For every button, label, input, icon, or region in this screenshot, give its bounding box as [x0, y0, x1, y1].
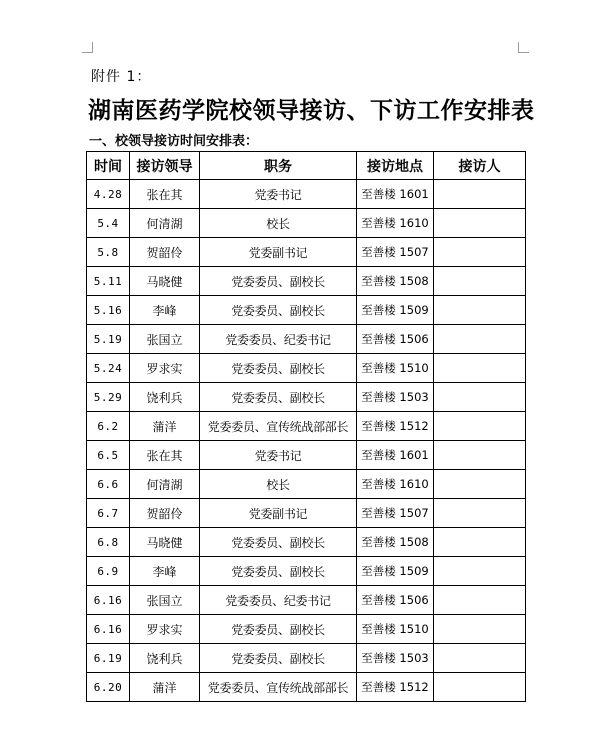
page-corner-mark-right [518, 42, 529, 53]
time-cell: 5.19 [87, 325, 130, 354]
table-row [87, 412, 526, 441]
visitor-cell [434, 557, 526, 586]
table-row [87, 441, 526, 470]
visitor-cell [434, 528, 526, 557]
table-row [87, 296, 526, 325]
visitor-cell [434, 325, 526, 354]
leader-cell: 饶利兵 [130, 383, 200, 412]
table-row [87, 238, 526, 267]
leader-cell: 贺韶伶 [130, 238, 200, 267]
time-cell: 5.16 [87, 296, 130, 325]
table-row [87, 673, 526, 702]
table-body [87, 180, 526, 702]
location-cell: 至善楼 1507 [357, 499, 434, 528]
visitor-cell [434, 354, 526, 383]
table-row [87, 557, 526, 586]
schedule-table [86, 151, 526, 702]
visitor-cell [434, 267, 526, 296]
position-cell: 党委委员、副校长 [200, 615, 357, 644]
location-cell: 至善楼 1506 [357, 325, 434, 354]
visitor-cell [434, 441, 526, 470]
leader-cell: 蒲洋 [130, 673, 200, 702]
table-row [87, 499, 526, 528]
leader-cell: 贺韶伶 [130, 499, 200, 528]
location-cell: 至善楼 1509 [357, 557, 434, 586]
location-cell: 至善楼 1503 [357, 644, 434, 673]
location-cell: 至善楼 1507 [357, 238, 434, 267]
attachment-label: 附件 1： [91, 69, 152, 85]
time-cell: 6.16 [87, 615, 130, 644]
table-header-row [87, 152, 526, 180]
location-cell: 至善楼 1601 [357, 180, 434, 209]
header-leader: 接访领导 [130, 152, 200, 180]
table-row [87, 267, 526, 296]
position-cell: 党委委员、副校长 [200, 354, 357, 383]
time-cell: 5.4 [87, 209, 130, 238]
time-cell: 6.19 [87, 644, 130, 673]
time-cell: 5.29 [87, 383, 130, 412]
visitor-cell [434, 470, 526, 499]
position-cell: 党委委员、副校长 [200, 383, 357, 412]
leader-cell: 李峰 [130, 557, 200, 586]
time-cell: 6.20 [87, 673, 130, 702]
location-cell: 至善楼 1601 [357, 441, 434, 470]
document-title: 湖南医药学院校领导接访、下访工作安排表 [88, 97, 535, 124]
position-cell: 党委委员、纪委书记 [200, 325, 357, 354]
position-cell: 党委委员、副校长 [200, 557, 357, 586]
header-position: 职务 [200, 152, 357, 180]
section-heading: 一、校领导接访时间安排表： [89, 134, 259, 149]
visitor-cell [434, 209, 526, 238]
position-cell: 党委书记 [200, 441, 357, 470]
position-cell: 党委副书记 [200, 499, 357, 528]
visitor-cell [434, 180, 526, 209]
table-row [87, 383, 526, 412]
location-cell: 至善楼 1503 [357, 383, 434, 412]
location-cell: 至善楼 1610 [357, 209, 434, 238]
location-cell: 至善楼 1508 [357, 267, 434, 296]
time-cell: 6.16 [87, 586, 130, 615]
table-row [87, 325, 526, 354]
time-cell: 5.11 [87, 267, 130, 296]
position-cell: 党委委员、宣传统战部部长 [200, 412, 357, 441]
time-cell: 6.8 [87, 528, 130, 557]
visitor-cell [434, 238, 526, 267]
time-cell: 6.9 [87, 557, 130, 586]
leader-cell: 马晓健 [130, 267, 200, 296]
header-time: 时间 [87, 152, 130, 180]
position-cell: 校长 [200, 209, 357, 238]
leader-cell: 张国立 [130, 586, 200, 615]
position-cell: 党委委员、副校长 [200, 267, 357, 296]
time-cell: 5.24 [87, 354, 130, 383]
visitor-cell [434, 644, 526, 673]
visitor-cell [434, 296, 526, 325]
table-row [87, 180, 526, 209]
leader-cell: 张国立 [130, 325, 200, 354]
position-cell: 党委委员、副校长 [200, 644, 357, 673]
time-cell: 6.6 [87, 470, 130, 499]
position-cell: 党委委员、副校长 [200, 528, 357, 557]
table-row [87, 528, 526, 557]
visitor-cell [434, 412, 526, 441]
time-cell: 6.5 [87, 441, 130, 470]
position-cell: 党委副书记 [200, 238, 357, 267]
location-cell: 至善楼 1512 [357, 412, 434, 441]
leader-cell: 张在其 [130, 441, 200, 470]
leader-cell: 马晓健 [130, 528, 200, 557]
location-cell: 至善楼 1508 [357, 528, 434, 557]
location-cell: 至善楼 1610 [357, 470, 434, 499]
leader-cell: 罗求实 [130, 615, 200, 644]
leader-cell: 李峰 [130, 296, 200, 325]
time-cell: 6.2 [87, 412, 130, 441]
leader-cell: 饶利兵 [130, 644, 200, 673]
header-location: 接访地点 [357, 152, 434, 180]
leader-cell: 何清湖 [130, 470, 200, 499]
header-visitor: 接访人 [434, 152, 526, 180]
location-cell: 至善楼 1512 [357, 673, 434, 702]
leader-cell: 张在其 [130, 180, 200, 209]
visitor-cell [434, 499, 526, 528]
time-cell: 6.7 [87, 499, 130, 528]
leader-cell: 罗求实 [130, 354, 200, 383]
table-row [87, 615, 526, 644]
table-row [87, 354, 526, 383]
position-cell: 党委委员、纪委书记 [200, 586, 357, 615]
visitor-cell [434, 673, 526, 702]
visitor-cell [434, 383, 526, 412]
position-cell: 党委书记 [200, 180, 357, 209]
leader-cell: 蒲洋 [130, 412, 200, 441]
time-cell: 5.8 [87, 238, 130, 267]
table-row [87, 470, 526, 499]
leader-cell: 何清湖 [130, 209, 200, 238]
page-corner-mark-left [82, 42, 93, 53]
table-row [87, 209, 526, 238]
location-cell: 至善楼 1509 [357, 296, 434, 325]
time-cell: 4.28 [87, 180, 130, 209]
position-cell: 党委委员、副校长 [200, 296, 357, 325]
visitor-cell [434, 586, 526, 615]
table-row [87, 586, 526, 615]
position-cell: 党委委员、宣传统战部部长 [200, 673, 357, 702]
position-cell: 校长 [200, 470, 357, 499]
table-row [87, 644, 526, 673]
visitor-cell [434, 615, 526, 644]
location-cell: 至善楼 1506 [357, 586, 434, 615]
location-cell: 至善楼 1510 [357, 354, 434, 383]
location-cell: 至善楼 1510 [357, 615, 434, 644]
